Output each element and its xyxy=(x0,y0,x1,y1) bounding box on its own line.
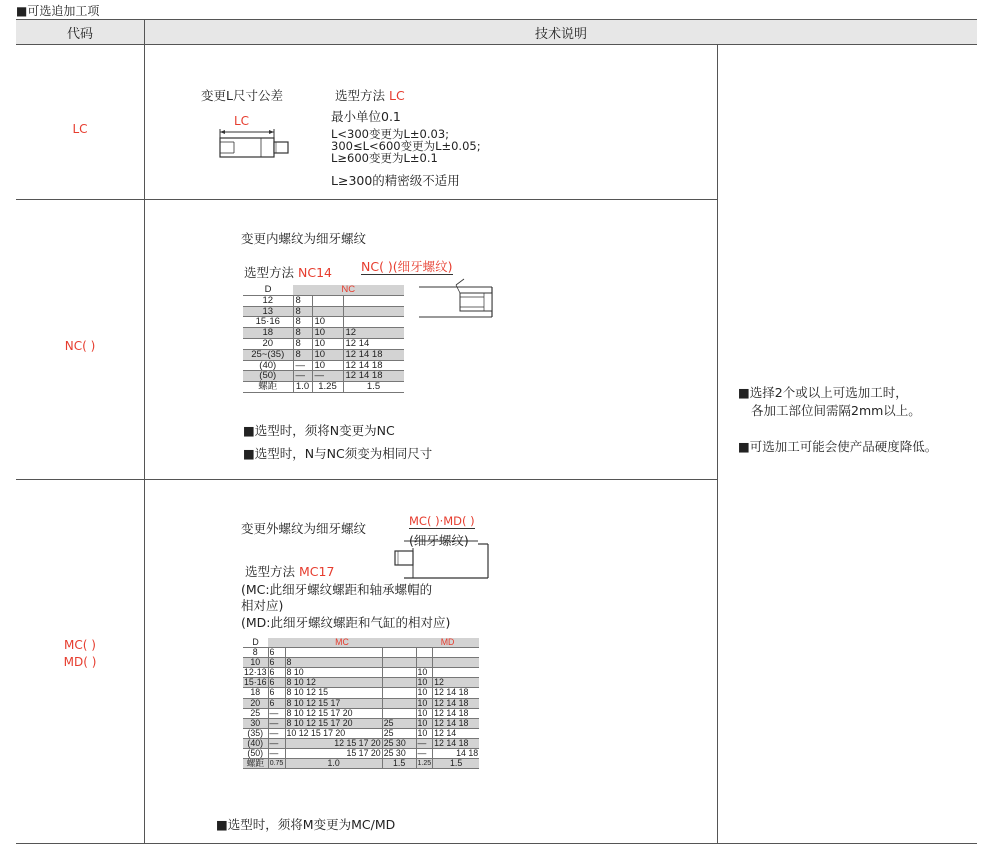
nc-cell xyxy=(312,306,343,317)
side-note-2: 各加工部位间需隔2mm以上。 xyxy=(751,403,921,418)
nc-d: 20 xyxy=(243,338,293,349)
table-row xyxy=(243,658,479,668)
nc-size-table xyxy=(243,285,404,393)
mc-th-d: D xyxy=(243,638,268,648)
mc-cell: 10 xyxy=(416,688,433,698)
nc-cell: 8 xyxy=(293,317,312,328)
nc-pitch: 1.0 xyxy=(293,382,312,393)
table-row xyxy=(243,718,479,728)
mc-cell xyxy=(416,648,433,658)
mc-cell: 12 14 18 xyxy=(433,738,480,748)
lc-method-code: LC xyxy=(389,88,405,103)
mc-cell: 10 xyxy=(416,718,433,728)
nc-cell xyxy=(312,295,343,306)
mc-cell: 12 xyxy=(433,678,480,688)
nc-method-label: 选型方法 xyxy=(244,265,295,280)
mc-th-mc: MC xyxy=(268,638,416,648)
side-note-1: ■选择2个或以上可选加工时， xyxy=(738,385,908,400)
mc-cell: 6 xyxy=(268,678,285,688)
table-row xyxy=(243,688,479,698)
mc-cell: 12 14 18 xyxy=(433,698,480,708)
table-row xyxy=(243,698,479,708)
table-row xyxy=(243,759,479,769)
mc-cell: 10 xyxy=(416,708,433,718)
mc-cell: 12 14 18 xyxy=(433,718,480,728)
lc-tolerance-2: 300≤L<600变更为L±0.05; xyxy=(331,139,481,153)
mc-cell: 8 xyxy=(285,658,382,668)
mc-d: 18 xyxy=(243,688,268,698)
nc-cell xyxy=(343,306,404,317)
table-row xyxy=(243,295,404,306)
nc-cell: 12 14 18 xyxy=(343,371,404,382)
mc-d: 15·16 xyxy=(244,677,267,688)
mc-d: 25 xyxy=(243,708,268,718)
table-row xyxy=(243,317,404,328)
nc-method xyxy=(244,263,332,281)
nc-callout xyxy=(361,257,453,275)
nc-note-1: ■选型时，须将N变更为NC xyxy=(243,423,395,438)
mc-cell: 6 xyxy=(268,648,285,658)
nc-d: 18 xyxy=(243,328,293,339)
lc-tolerance-3: L≥600变更为L±0.1 xyxy=(331,151,438,165)
nc-cell: 8 xyxy=(293,306,312,317)
nc-method-code: NC14 xyxy=(298,265,332,280)
mc-cell: 8 10 xyxy=(285,668,382,678)
section-caption: ■可选追加工项 xyxy=(16,4,100,18)
mc-cell: 14 18 xyxy=(433,749,480,759)
row-divider-nc xyxy=(16,479,717,480)
lc-min-unit: 最小单位0.1 xyxy=(331,109,401,124)
nc-d: (50) xyxy=(243,371,293,382)
mc-cell xyxy=(285,648,382,658)
table-row xyxy=(243,328,404,339)
mc-cell xyxy=(382,698,416,708)
mc-cell: — xyxy=(268,708,285,718)
mc-cell: 10 xyxy=(416,728,433,738)
table-bottom-border xyxy=(16,843,977,844)
table-row xyxy=(243,648,479,658)
table-row xyxy=(243,338,404,349)
mc-cell: 25 30 xyxy=(382,738,416,748)
notes-column-divider xyxy=(717,45,718,844)
mc-cell: 12 14 xyxy=(433,728,480,738)
mc-explain-2: 相对应) xyxy=(241,598,284,613)
table-row xyxy=(243,382,404,393)
nc-cell xyxy=(343,317,404,328)
mc-part-drawing xyxy=(392,526,498,582)
mc-cell: 6 xyxy=(268,698,285,708)
nc-cell: 12 14 18 xyxy=(343,349,404,360)
mc-cell: 25 xyxy=(382,728,416,738)
nc-d: 15·16 xyxy=(243,317,293,328)
header-code: 代码 xyxy=(16,20,144,44)
mc-callout-bottom: (细牙螺纹) xyxy=(409,533,469,548)
mc-d: 20 xyxy=(243,698,268,708)
nc-cell: 10 xyxy=(312,317,343,328)
mc-cell: — xyxy=(268,738,285,748)
mc-cell: 8 10 12 15 xyxy=(285,688,382,698)
code-lc: LC xyxy=(72,122,88,136)
nc-pitch-label: 螺距 xyxy=(243,382,293,393)
mc-pitch: 1.5 xyxy=(433,759,480,769)
nc-cell: 12 14 xyxy=(343,338,404,349)
mc-callout-top-text: MC( )·MD( ) xyxy=(409,514,475,528)
nc-cell: 10 xyxy=(312,349,343,360)
mc-d: 10 xyxy=(243,658,268,668)
table-row xyxy=(243,749,479,759)
mc-cell xyxy=(382,648,416,658)
nc-th-nc: NC xyxy=(293,285,404,295)
mc-explain-3: (MD:此细牙螺纹螺距和气缸的相对应) xyxy=(241,615,451,630)
mc-cell xyxy=(433,648,480,658)
nc-cell: 12 14 18 xyxy=(343,360,404,371)
column-divider xyxy=(144,20,145,844)
mc-cell: 25 30 xyxy=(382,749,416,759)
mc-method-label: 选型方法 xyxy=(245,564,296,579)
mc-method-code: MC17 xyxy=(299,564,335,579)
mc-cell: 8 10 12 15 17 20 xyxy=(285,708,382,718)
mc-cell: 8 10 12 xyxy=(285,678,382,688)
lc-method-label: 选型方法 xyxy=(335,88,386,103)
mc-cell: 10 xyxy=(416,678,433,688)
lc-dim-label: LC xyxy=(234,114,250,128)
mc-d: 12·13 xyxy=(244,667,267,678)
mc-cell: 10 xyxy=(416,668,433,678)
mc-cell: — xyxy=(416,738,433,748)
mc-pitch-label: 螺距 xyxy=(243,759,268,769)
nc-pitch: 1.25 xyxy=(312,382,343,393)
nc-cell: 8 xyxy=(293,349,312,360)
mc-cell xyxy=(382,678,416,688)
row-divider-lc xyxy=(16,199,717,200)
table-top-border xyxy=(16,19,977,20)
nc-cell: — xyxy=(312,371,343,382)
side-note-3: ■可选加工可能会使产品硬度降低。 xyxy=(738,439,938,454)
mc-size-table xyxy=(243,638,479,769)
nc-cell: 8 xyxy=(293,295,312,306)
nc-cell: 10 xyxy=(312,328,343,339)
lc-title: 变更L尺寸公差 xyxy=(201,88,283,103)
table-row xyxy=(243,349,404,360)
header-description: 技术说明 xyxy=(145,20,977,44)
nc-d: 13 xyxy=(243,306,293,317)
mc-cell: 6 xyxy=(268,688,285,698)
mc-cell xyxy=(433,658,480,668)
mc-cell: 25 xyxy=(382,718,416,728)
mc-cell xyxy=(382,708,416,718)
mc-d: 30 xyxy=(243,718,268,728)
nc-cell: — xyxy=(293,360,312,371)
code-mc: MC( ) xyxy=(64,638,96,652)
table-row xyxy=(243,306,404,317)
mc-cell xyxy=(382,658,416,668)
table-row xyxy=(243,708,479,718)
mc-cell: 6 xyxy=(268,658,285,668)
mc-cell: 12 14 18 xyxy=(433,708,480,718)
nc-part-drawing xyxy=(418,275,494,323)
lc-precision-note: L≥300的精密级不适用 xyxy=(331,173,460,188)
mc-cell: 10 12 15 17 20 xyxy=(285,728,382,738)
table-row xyxy=(243,738,479,748)
table-row xyxy=(243,728,479,738)
lc-method xyxy=(335,86,405,104)
nc-cell: 8 xyxy=(293,338,312,349)
table-row xyxy=(243,668,479,678)
mc-pitch: 1.0 xyxy=(285,759,382,769)
nc-callout-text: NC( )(细牙螺纹) xyxy=(361,259,453,274)
code-nc: NC( ) xyxy=(64,339,96,353)
mc-cell: — xyxy=(416,749,433,759)
header-bottom-border xyxy=(16,44,977,45)
mc-cell xyxy=(416,658,433,668)
mc-cell: — xyxy=(268,728,285,738)
mc-d: (40) xyxy=(243,738,268,748)
lc-tolerance-1: L<300变更为L±0.03; xyxy=(331,127,450,141)
mc-d: (50) xyxy=(243,749,268,759)
mc-cell: 15 17 20 xyxy=(285,749,382,759)
mc-pitch: 1.25 xyxy=(417,760,432,768)
nc-note-2: ■选型时，N与NC须变为相同尺寸 xyxy=(243,446,433,461)
code-md: MD( ) xyxy=(63,655,97,669)
table-row xyxy=(243,678,479,688)
mc-cell: 10 xyxy=(416,698,433,708)
nc-cell: 12 xyxy=(343,328,404,339)
table-row xyxy=(243,360,404,371)
mc-cell xyxy=(382,688,416,698)
lc-part-drawing xyxy=(214,126,294,162)
mc-pitch: 1.5 xyxy=(382,759,416,769)
nc-d: 12 xyxy=(243,295,293,306)
mc-cell: 12 14 18 xyxy=(433,688,480,698)
nc-cell xyxy=(343,295,404,306)
nc-title: 变更内螺纹为细牙螺纹 xyxy=(241,231,367,246)
mc-pitch: 0.75 xyxy=(269,760,284,768)
nc-cell: — xyxy=(293,371,312,382)
mc-cell xyxy=(382,668,416,678)
mc-cell: 8 10 12 15 17 xyxy=(285,698,382,708)
mc-explain-1: (MC:此细牙螺纹螺距和轴承螺帽的 xyxy=(241,582,433,597)
mc-cell: — xyxy=(268,749,285,759)
mc-method xyxy=(245,562,334,580)
mc-note: ■选型时，须将M变更为MC/MD xyxy=(216,817,396,832)
mc-title: 变更外螺纹为细牙螺纹 xyxy=(241,521,367,536)
mc-d: (35) xyxy=(243,728,268,738)
nc-pitch: 1.5 xyxy=(343,382,404,393)
nc-cell: 10 xyxy=(312,360,343,371)
nc-cell: 8 xyxy=(293,328,312,339)
mc-cell: — xyxy=(268,718,285,728)
mc-cell xyxy=(433,668,480,678)
nc-cell: 10 xyxy=(312,338,343,349)
mc-cell: 12 15 17 20 xyxy=(285,738,382,748)
mc-th-md: MD xyxy=(416,638,479,648)
mc-cell: 8 10 12 15 17 20 xyxy=(285,718,382,728)
nc-th-d: D xyxy=(243,285,293,295)
mc-d: 8 xyxy=(243,648,268,658)
mc-cell: 6 xyxy=(268,668,285,678)
nc-d: (40) xyxy=(243,360,293,371)
nc-d: 25~(35) xyxy=(243,349,293,360)
